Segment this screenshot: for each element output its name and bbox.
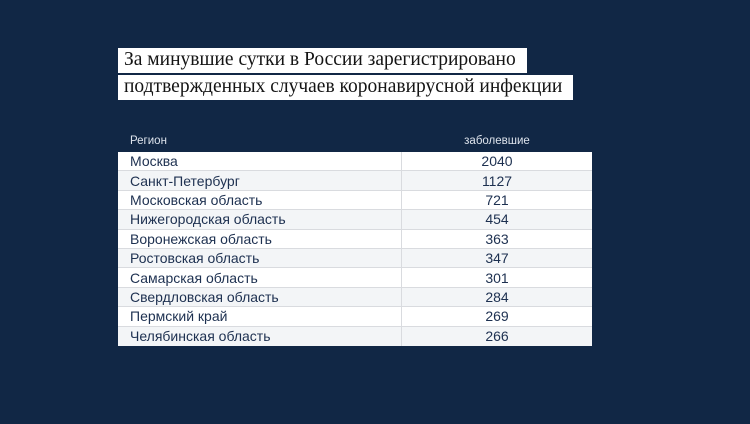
region-cell: Москва: [118, 152, 402, 170]
cases-cell: 269: [485, 308, 509, 325]
region-cell: Челябинская область: [118, 327, 402, 346]
cases-cell: 347: [485, 250, 509, 267]
table-body: [118, 152, 592, 346]
region-cell: Московская область: [118, 191, 402, 209]
cases-cell: 454: [485, 211, 509, 228]
table-row: [118, 327, 592, 346]
cases-cell: 363: [485, 230, 509, 247]
table-row: [118, 307, 592, 326]
cases-cell: 2040: [481, 153, 513, 170]
region-cell: Воронежская область: [118, 230, 402, 248]
table-row: [118, 268, 592, 287]
cases-cell: 284: [485, 288, 509, 305]
region-cell: Пермский край: [118, 307, 402, 325]
table-row: [118, 210, 592, 229]
table-header-row: [118, 134, 592, 148]
column-header-region: Регион: [130, 135, 167, 147]
table-row: [118, 191, 592, 210]
column-header-cases: заболевшие: [464, 135, 530, 147]
cases-cell: 1127: [481, 172, 513, 189]
region-cell: Самарская область: [118, 268, 402, 286]
region-cell: Ростовская область: [118, 249, 402, 267]
table-row: [118, 152, 592, 171]
region-cell: Санкт-Петербург: [118, 171, 402, 189]
headline-line-1: За минувшие сутки в России зарегистрировано: [118, 48, 527, 73]
headline: [118, 48, 573, 102]
cases-cell: 301: [485, 269, 509, 286]
table-row: [118, 249, 592, 268]
table-row: [118, 171, 592, 190]
cases-table: [118, 134, 592, 346]
table-row: [118, 230, 592, 249]
cases-cell: 721: [485, 191, 509, 208]
region-cell: Свердловская область: [118, 288, 402, 306]
cases-cell: 266: [485, 328, 509, 345]
region-cell: Нижегородская область: [118, 210, 402, 228]
headline-line-2: подтвержденных случаев коронавирусной инфекции: [118, 75, 573, 100]
table-row: [118, 288, 592, 307]
